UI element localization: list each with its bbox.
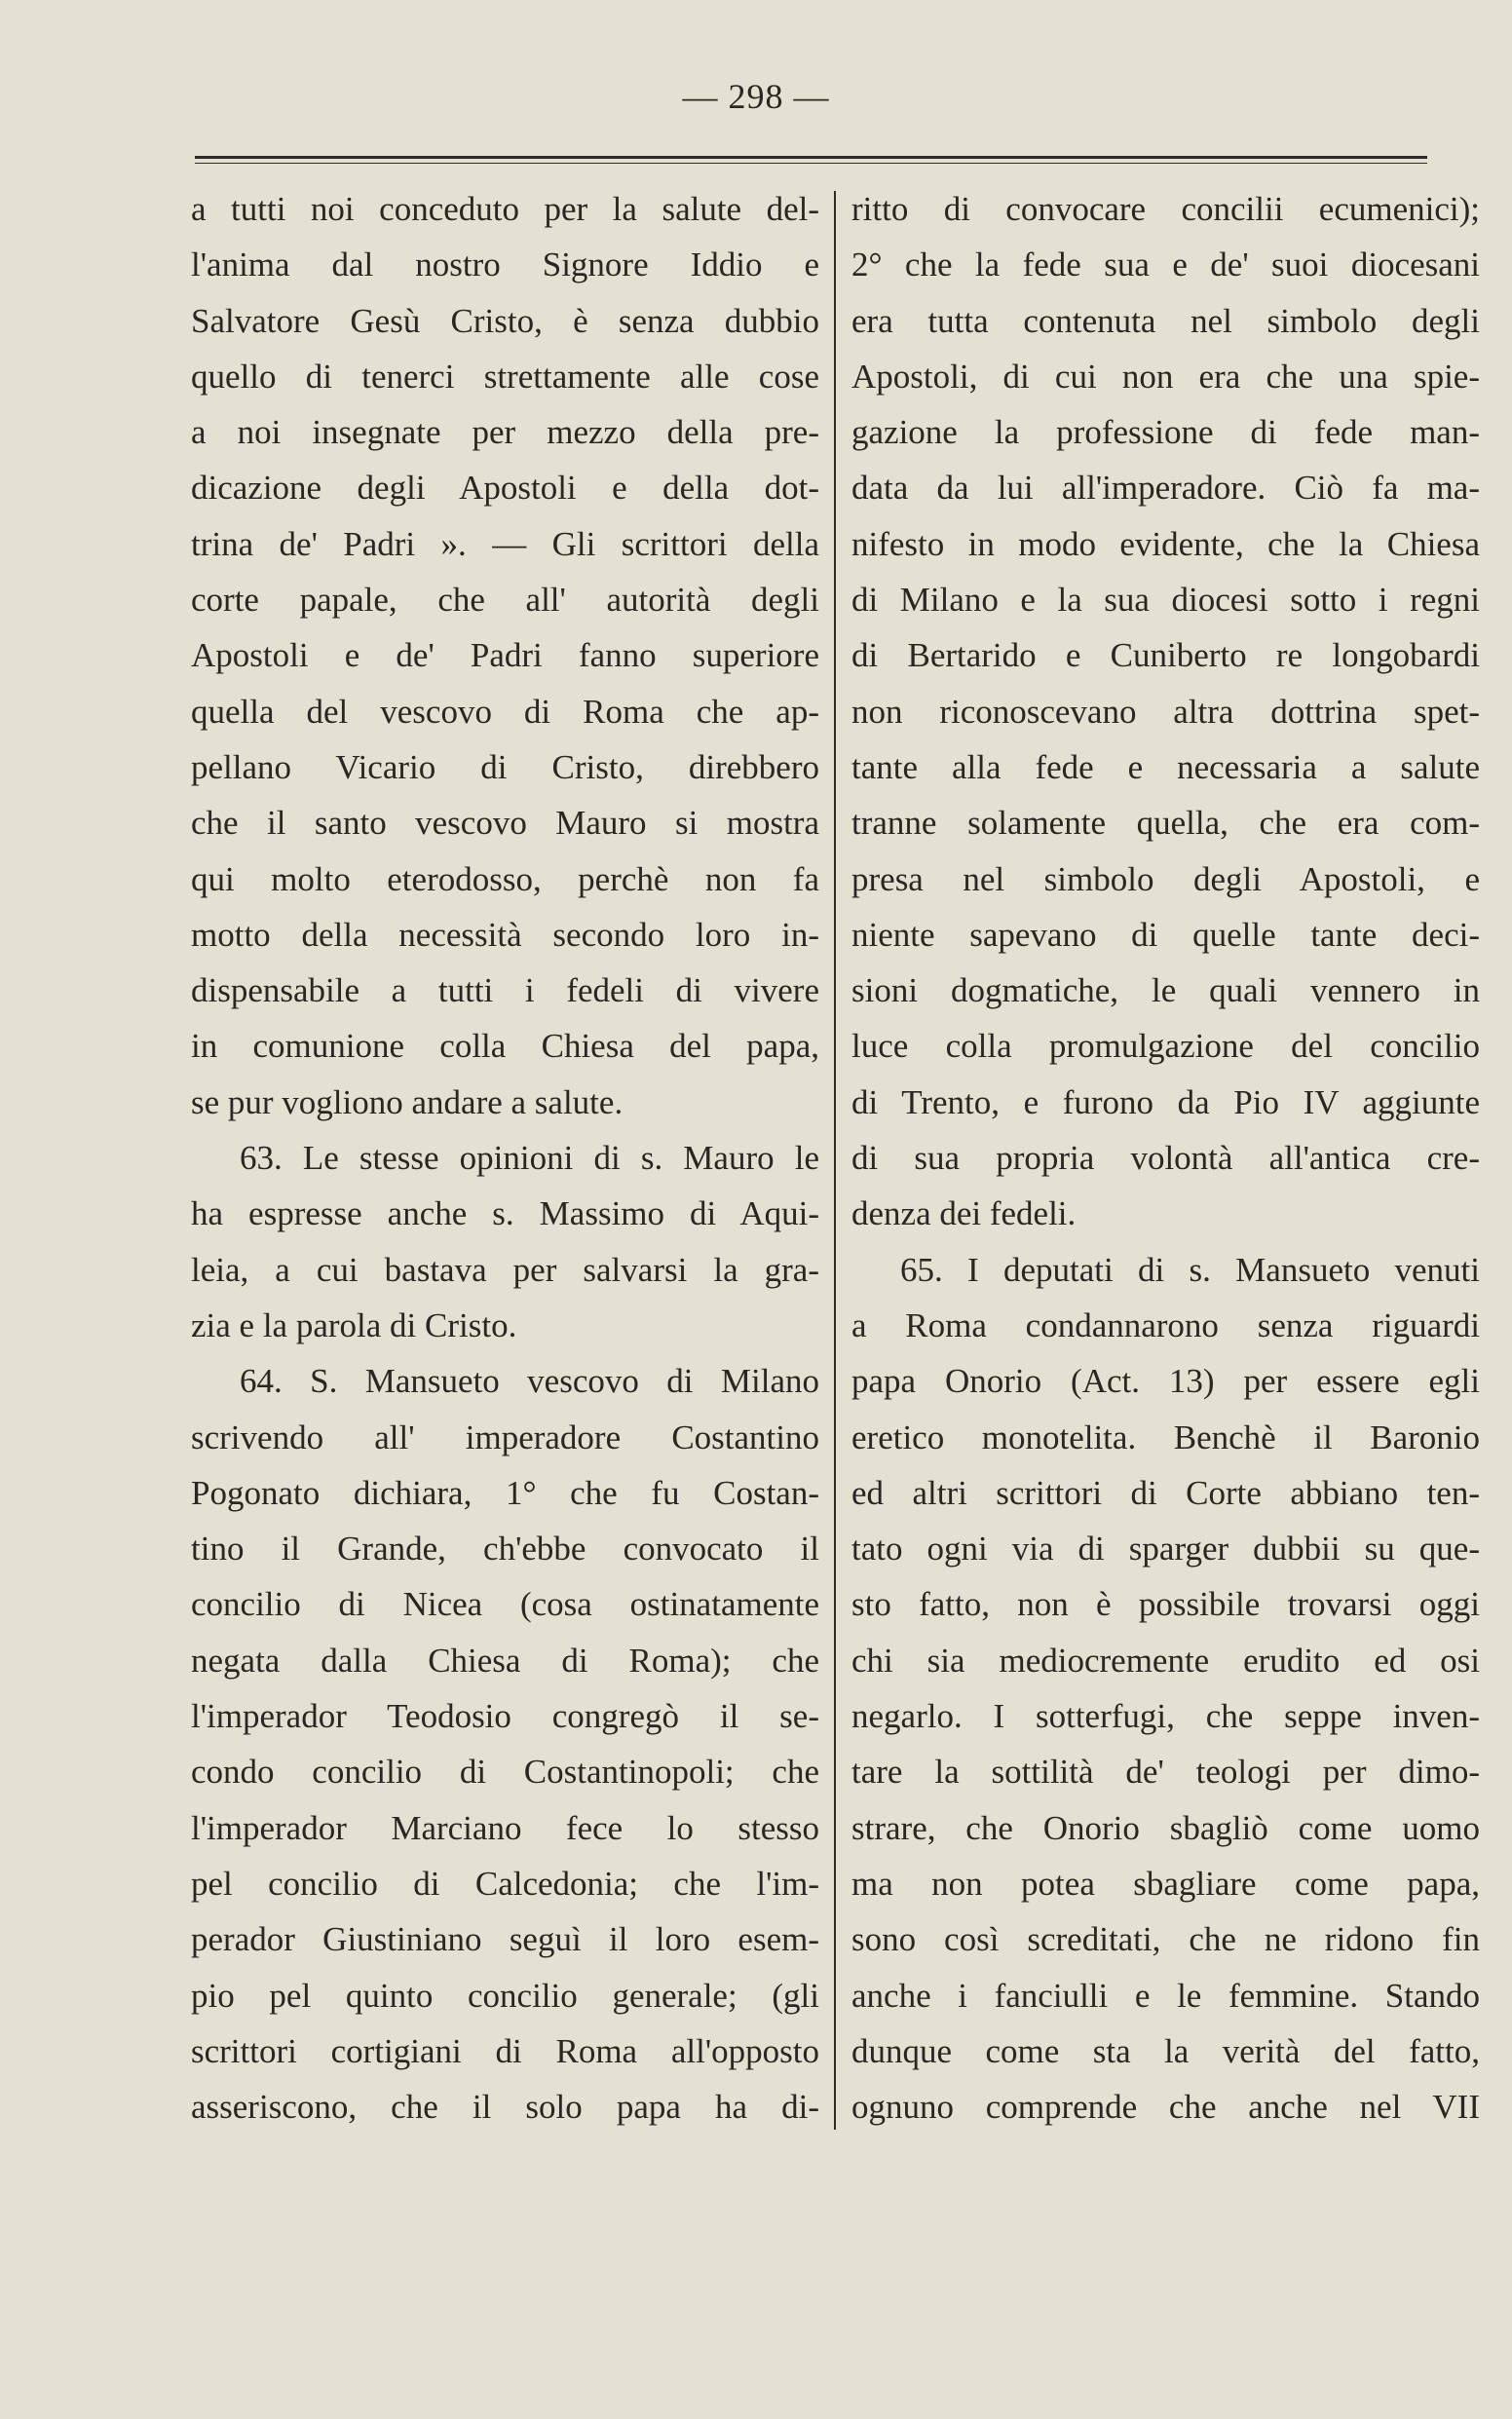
text-line: motto della necessità secondo loro in-: [191, 915, 819, 954]
text-line: sono così screditati, che ne ridono fin: [851, 1920, 1480, 1959]
text-line: tato ogni via di sparger dubbii su que-: [851, 1530, 1480, 1569]
text-line: luce colla promulgazione del concilio: [851, 1027, 1480, 1066]
text-line: pel concilio di Calcedonia; che l'im-: [191, 1864, 819, 1903]
text-line: ritto di convocare concilii ecumenici);: [851, 190, 1480, 228]
text-line: nifesto in modo evidente, che la Chiesa: [851, 524, 1480, 563]
text-line: presa nel simbolo degli Apostoli, e: [851, 859, 1480, 898]
text-line: ed altri scrittori di Corte abbiano ten-: [851, 1473, 1480, 1512]
text-line: Apostoli e de' Padri fanno superiore: [191, 636, 819, 675]
text-line: papa Onorio (Act. 13) per essere egli: [851, 1362, 1480, 1401]
text-line: asseriscono, che il solo papa ha di-: [191, 2088, 819, 2127]
text-line: a tutti noi conceduto per la salute del-: [191, 190, 819, 228]
text-line: di Bertarido e Cuniberto re longobardi: [851, 636, 1480, 675]
text-line: chi sia mediocremente erudito ed osi: [851, 1641, 1480, 1680]
text-line: non riconoscevano altra dottrina spet-: [851, 692, 1480, 731]
text-line: qui molto eterodosso, perchè non fa: [191, 859, 819, 898]
text-line: corte papale, che all' autorità degli: [191, 581, 819, 620]
text-line: anche i fanciulli e le femmine. Stando: [851, 1976, 1480, 2015]
text-line: eretico monotelita. Benchè il Baronio: [851, 1417, 1480, 1456]
left-text-column: [191, 181, 819, 2135]
text-line: ha espresse anche s. Massimo di Aqui-: [191, 1194, 819, 1233]
text-line: 64. S. Mansueto vescovo di Milano: [240, 1362, 819, 1401]
column-divider: [834, 191, 836, 2130]
text-line: trina de' Padri ». — Gli scrittori della: [191, 524, 819, 563]
text-line: pellano Vicario di Cristo, direbbero: [191, 747, 819, 786]
page-number: — 298 —: [682, 77, 830, 116]
text-line: a noi insegnate per mezzo della pre-: [191, 413, 819, 452]
text-line: 65. I deputati di s. Mansueto venuti: [900, 1250, 1480, 1289]
text-line: strare, che Onorio sbagliò come uomo: [851, 1808, 1480, 1847]
text-line: sto fatto, non è possibile trovarsi oggi: [851, 1585, 1480, 1624]
text-line: dispensabile a tutti i fedeli di vivere: [191, 971, 819, 1010]
text-line: ognuno comprende che anche nel VII: [851, 2088, 1480, 2127]
text-line: perador Giustiniano seguì il loro esem-: [191, 1920, 819, 1959]
text-line: dicazione degli Apostoli e della dot-: [191, 469, 819, 508]
text-line: quella del vescovo di Roma che ap-: [191, 692, 819, 731]
text-line: Apostoli, di cui non era che una spie-: [851, 357, 1480, 396]
text-line: dunque come sta la verità del fatto,: [851, 2031, 1480, 2070]
text-line: ma non potea sbagliare come papa,: [851, 1864, 1480, 1903]
text-line: data da lui all'imperadore. Ciò fa ma-: [851, 469, 1480, 508]
text-line: concilio di Nicea (cosa ostinatamente: [191, 1585, 819, 1624]
text-line: di sua propria volontà all'antica cre-: [851, 1139, 1480, 1178]
text-line: l'anima dal nostro Signore Iddio e: [191, 246, 819, 284]
right-text-column: [851, 181, 1480, 2135]
text-line: negarlo. I sotterfugi, che seppe inven-: [851, 1697, 1480, 1736]
text-line: tranne solamente quella, che era com-: [851, 804, 1480, 843]
text-line: l'imperador Teodosio congregò il se-: [191, 1697, 819, 1736]
text-line: se pur vogliono andare a salute.: [191, 1082, 624, 1121]
text-line: tino il Grande, ch'ebbe convocato il: [191, 1530, 819, 1569]
text-line: tare la sottilità de' teologi per dimo-: [851, 1753, 1480, 1792]
text-line: gazione la professione di fede man-: [851, 413, 1480, 452]
text-line: denza dei fedeli.: [851, 1194, 1077, 1233]
text-line: scrivendo all' imperadore Costantino: [191, 1417, 819, 1456]
header-rule: [195, 156, 1427, 164]
text-line: condo concilio di Costantinopoli; che: [191, 1753, 819, 1792]
text-line: pio pel quinto concilio generale; (gli: [191, 1976, 819, 2015]
text-line: in comunione colla Chiesa del papa,: [191, 1027, 819, 1066]
text-line: quello di tenerci strettamente alle cose: [191, 357, 819, 396]
text-line: di Milano e la sua diocesi sotto i regni: [851, 581, 1480, 620]
text-line: era tutta contenuta nel simbolo degli: [851, 301, 1480, 340]
text-line: niente sapevano di quelle tante deci-: [851, 915, 1480, 954]
text-line: zia e la parola di Cristo.: [191, 1305, 517, 1344]
text-line: a Roma condannarono senza riguardi: [851, 1305, 1480, 1344]
text-line: l'imperador Marciano fece lo stesso: [191, 1808, 819, 1847]
text-line: scrittori cortigiani di Roma all'opposto: [191, 2031, 819, 2070]
text-line: Salvatore Gesù Cristo, è senza dubbio: [191, 301, 819, 340]
text-line: leia, a cui bastava per salvarsi la gra-: [191, 1250, 819, 1289]
text-line: Pogonato dichiara, 1° che fu Costan-: [191, 1473, 819, 1512]
text-line: di Trento, e furono da Pio IV aggiunte: [851, 1082, 1480, 1121]
text-line: 2° che la fede sua e de' suoi diocesani: [851, 246, 1480, 284]
text-line: 63. Le stesse opinioni di s. Mauro le: [240, 1139, 819, 1178]
text-line: che il santo vescovo Mauro si mostra: [191, 804, 819, 843]
text-line: sioni dogmatiche, le quali vennero in: [851, 971, 1480, 1010]
text-line: negata dalla Chiesa di Roma); che: [191, 1641, 819, 1680]
text-line: tante alla fede e necessaria a salute: [851, 747, 1480, 786]
